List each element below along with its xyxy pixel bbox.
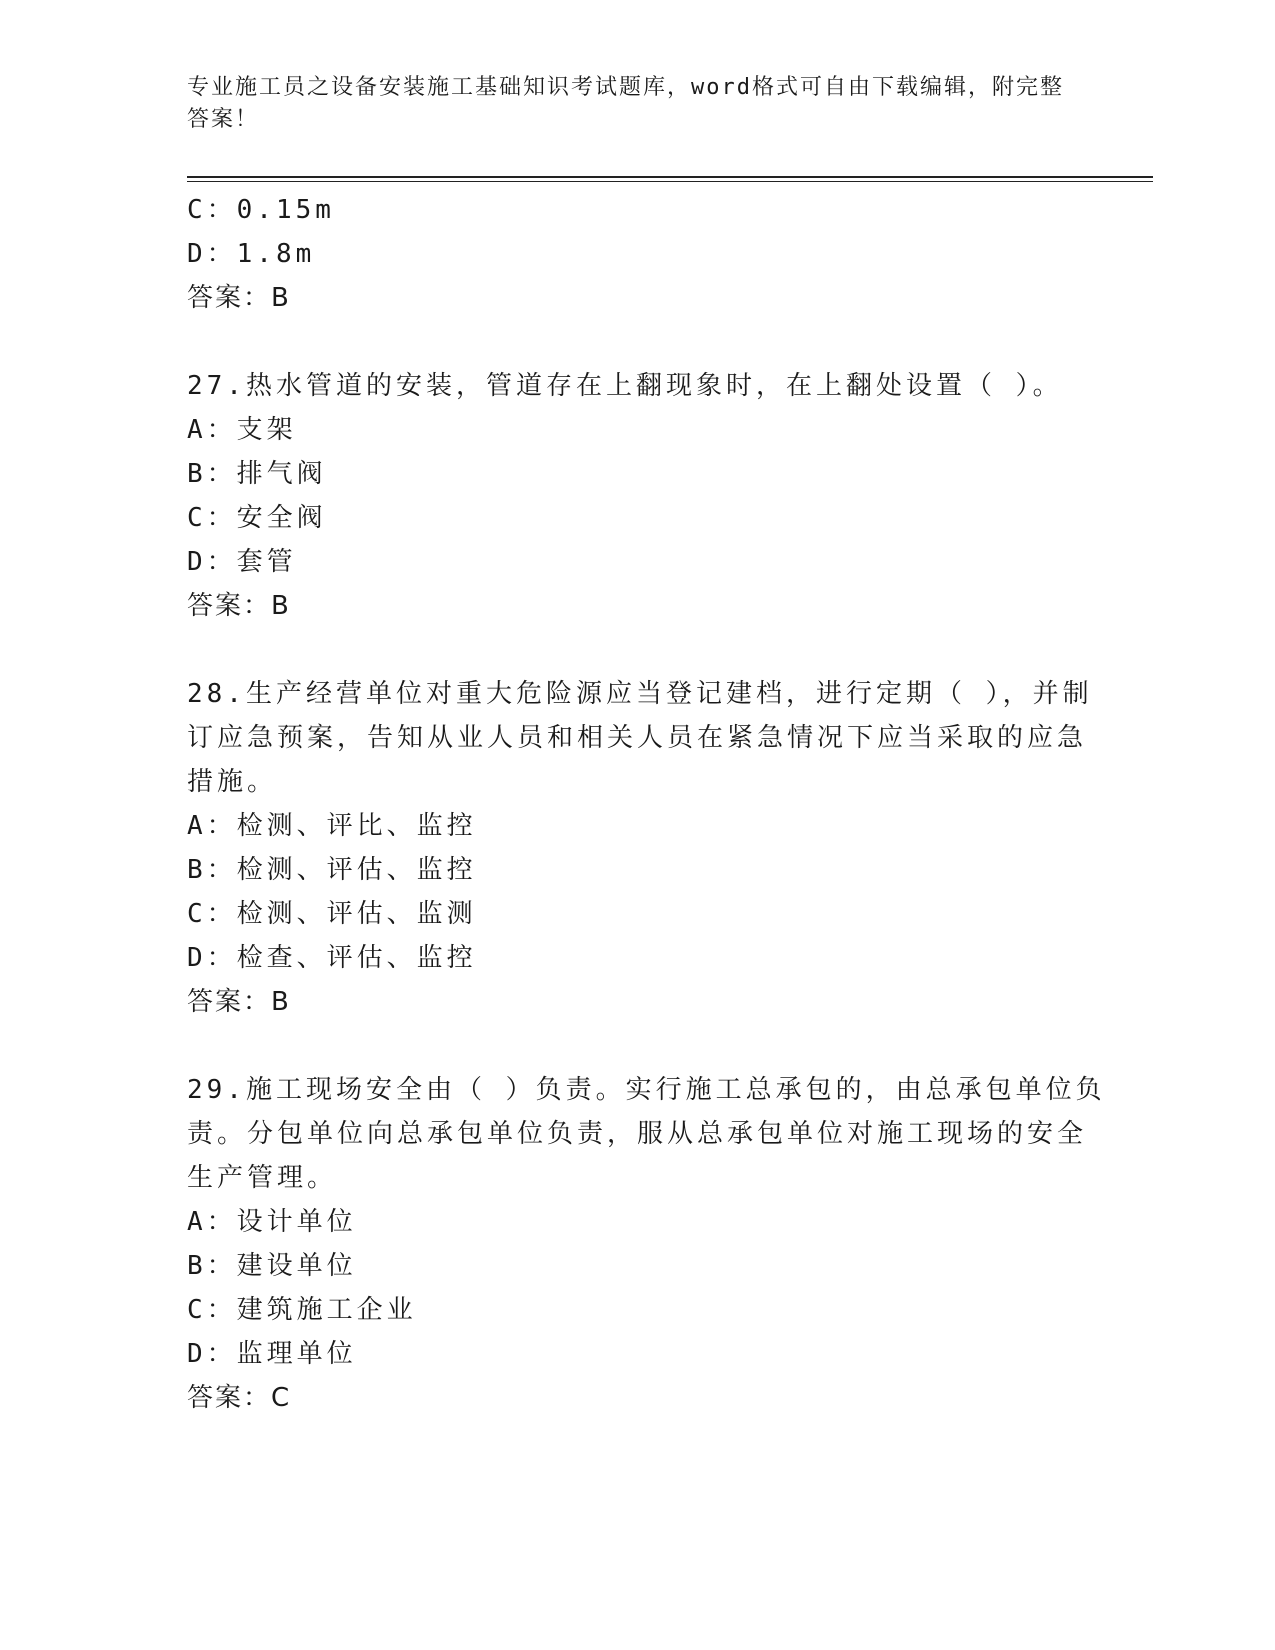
option-d: D：套管 (187, 547, 297, 577)
option-b: B：排气阀 (187, 459, 327, 489)
answer-line: 答案：B (187, 987, 291, 1017)
option-a: A：检测、评比、监控 (187, 811, 477, 841)
answer-line: 答案：B (187, 591, 291, 621)
option-c: C：安全阀 (187, 503, 327, 533)
option-d: D：1.8m (187, 239, 316, 269)
question-28: 28.生产经营单位对重大危险源应当登记建档，进行定期（ ），并制 (187, 679, 1093, 709)
option-d: D：监理单位 (187, 1339, 357, 1369)
option-c: C：建筑施工企业 (187, 1295, 417, 1325)
option-b: B：检测、评估、监控 (187, 855, 477, 885)
option-c: C：0.15m (187, 195, 335, 225)
option-a: A：支架 (187, 415, 297, 445)
header-divider-thick (187, 176, 1153, 178)
option-a: A：设计单位 (187, 1207, 357, 1237)
question-27: 27.热水管道的安装，管道存在上翻现象时，在上翻处设置（ ）。 (187, 371, 1063, 401)
question-29-continued: 生产管理。 (187, 1163, 338, 1193)
question-28-continued: 订应急预案，告知从业人员和相关人员在紧急情况下应当采取的应急 (187, 723, 1088, 753)
option-d: D：检查、评估、监控 (187, 943, 477, 973)
answer-line: 答案：C (187, 1383, 292, 1413)
answer-line: 答案：B (187, 283, 291, 313)
header-divider-thin (187, 181, 1153, 182)
option-b: B：建设单位 (187, 1251, 357, 1281)
question-29: 29.施工现场安全由（ ）负责。实行施工总承包的，由总承包单位负 (187, 1075, 1106, 1105)
question-28-continued: 措施。 (187, 767, 278, 797)
question-29-continued: 责。分包单位向总承包单位负责，服从总承包单位对施工现场的安全 (187, 1119, 1088, 1149)
document-header: 专业施工员之设备安装施工基础知识考试题库，word格式可自由下载编辑，附完整答案！ (187, 75, 1064, 132)
option-c: C：检测、评估、监测 (187, 899, 477, 929)
